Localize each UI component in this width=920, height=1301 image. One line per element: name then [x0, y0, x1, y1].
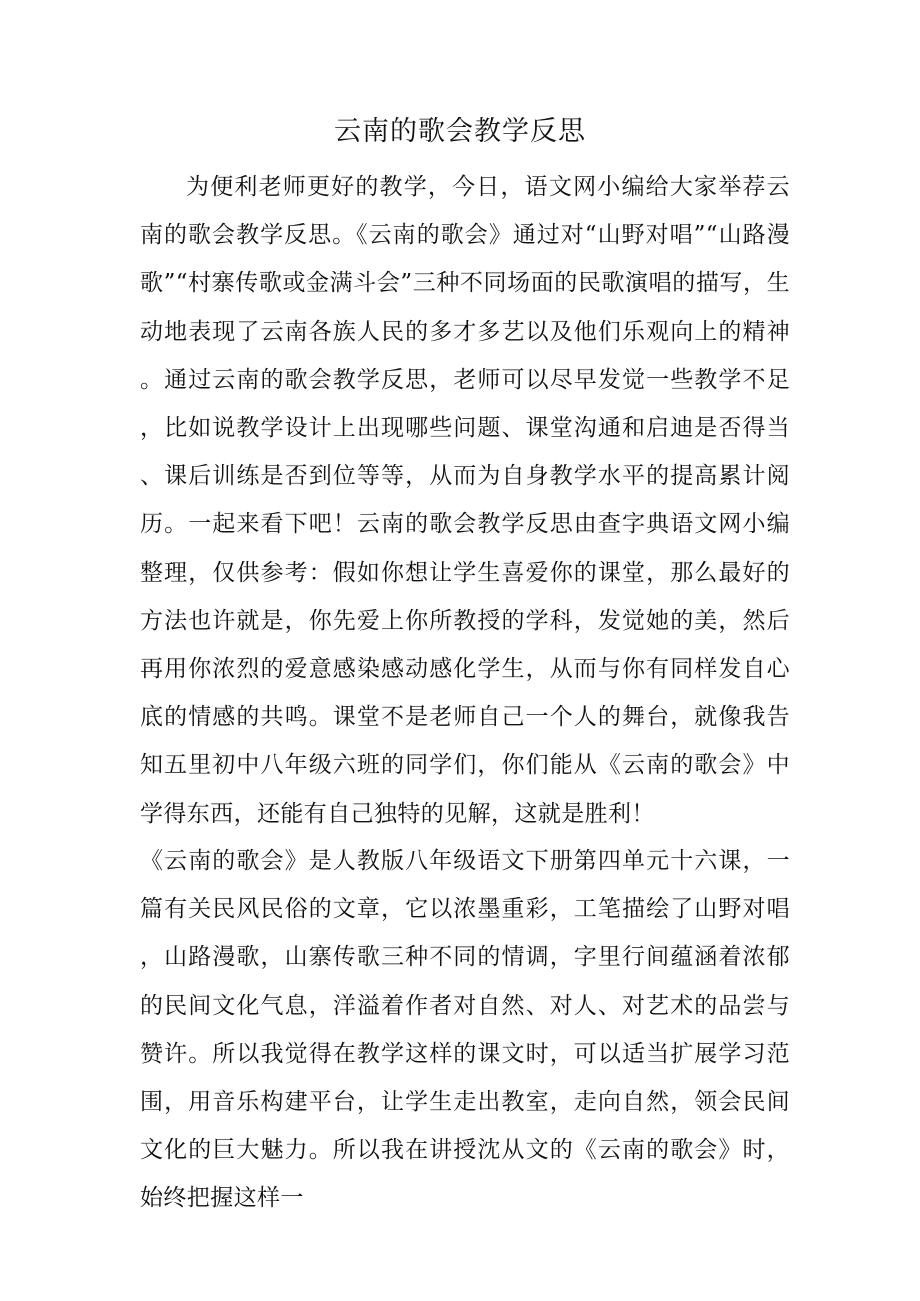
body-paragraph-1: 为便利老师更好的教学，今日，语文网小编给大家举荐云南的歌会教学反思。《云南的歌会》通过对“山野对唱”“山路漫歌”“村寨传歌或金满斗会”三种不同场面的民歌演唱的描写，生动地表现了云南各族人民的多才多艺以及他们乐观向上的精神。通过云南的歌会教学反思，老师可以尽早发觉一些教学不足，比如说教学设计上出现哪些问题、课堂沟通和启迪是否得当、课后训练是否到位等等，从而为自身教学水平的提高累计阅历。一起来看下吧！云南的歌会教学反思由查字典语文网小编整理，仅供参考：假如你想让学生喜爱你的课堂，那么最好的方法也许就是，你先爱上你所教授的学科，发觉她的美，然后再用你浓烈的爱意感染感动感化学生，从而与你有同样发自心底的情感的共鸣。课堂不是老师自己一个人的舞台，就像我告知五里初中八年级六班的同学们，你们能从《云南的歌会》中学得东西，还能有自己独特的见解，这就是胜利！ — [140, 174, 790, 827]
document-title: 云南的歌会教学反思 — [334, 116, 586, 147]
body-paragraph-2: 《云南的歌会》是人教版八年级语文下册第四单元十六课，一篇有关民风民俗的文章，它以浓墨重彩，工笔描绘了山野对唱，山路漫歌，山寨传歌三种不同的情调，字里行间蕴涵着浓郁的民间文化气息，洋溢着作者对自然、对人、对艺术的品尝与赞许。所以我觉得在教学这样的课文时，可以适当扩展学习范围，用音乐构建平台，让学生走出教室，走向自然，领会民间文化的巨大魅力。所以我在讲授沈从文的《云南的歌会》时，始终把握这样一 — [140, 848, 790, 1212]
